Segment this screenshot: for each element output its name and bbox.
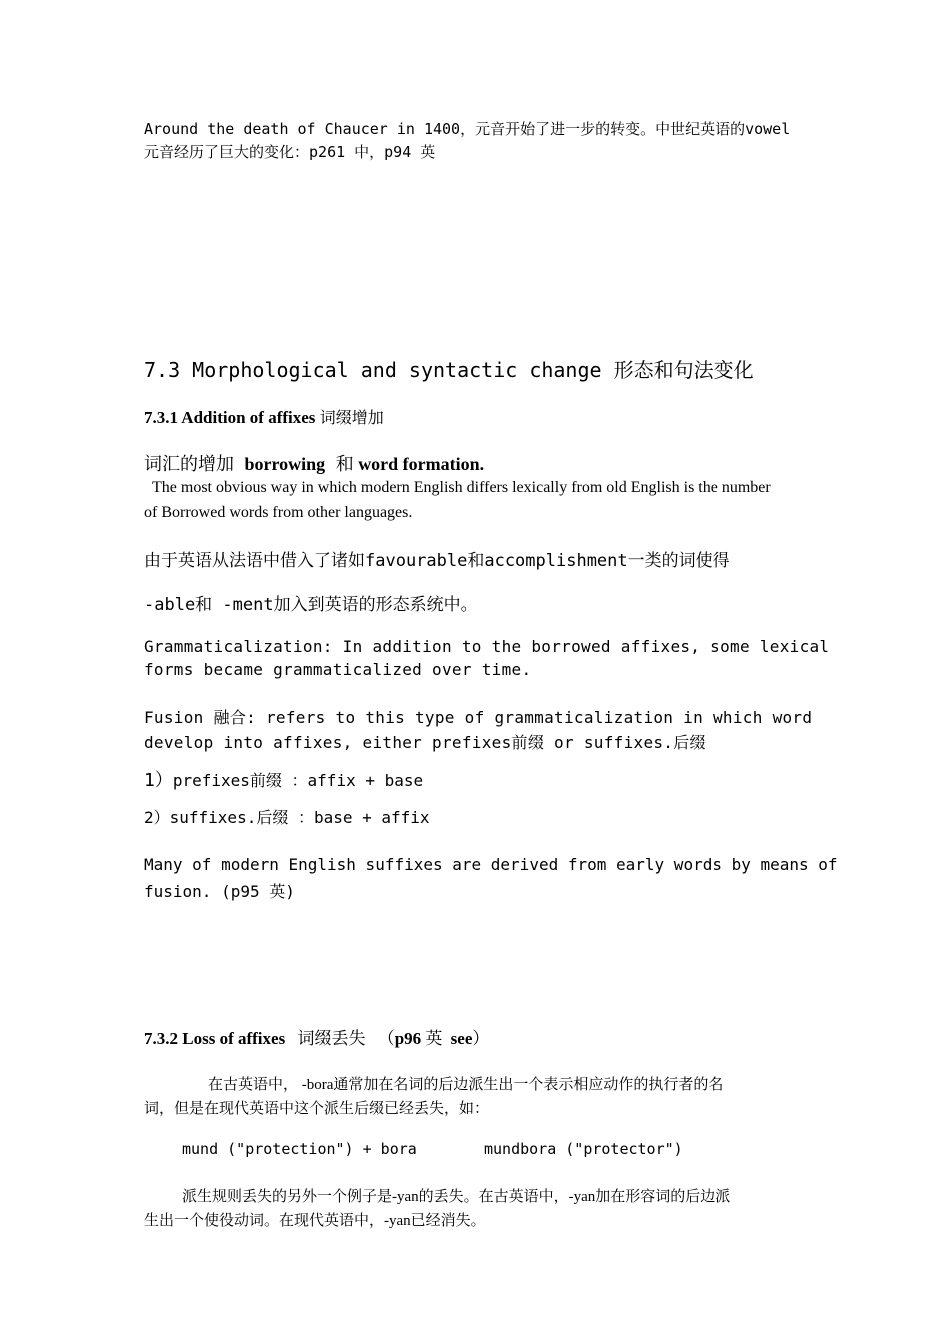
many-line-2: fusion. (p95 英) <box>144 882 295 901</box>
intro-line-2: 元音经历了巨大的变化：p261 中，p94 英 <box>144 143 436 161</box>
section-7-3-1-title: 7.3.1 Addition of affixes <box>144 408 316 427</box>
list-item-suffixes: 2）suffixes.后缀 ：base + affix <box>144 808 430 827</box>
many-line-1: Many of modern English suffixes are derived from early words by means of <box>144 855 838 874</box>
yan-line-2: 生出一个使役动词。在现代英语中，-yan已经消失。 <box>144 1213 486 1229</box>
french-line-2: -able和 -ment加入到英语的形态系统中。 <box>144 595 478 615</box>
vocab-borrowing: borrowing <box>244 454 326 474</box>
obvious-line-1: The most obvious way in which modern English differs lexically from old English is the number <box>152 479 771 496</box>
section-7-3-2-title: 7.3.2 Loss of affixes <box>144 1029 286 1048</box>
section-7-3-2-see: see <box>450 1029 473 1048</box>
bora-line-1: 在古英语中， -bora通常加在名词的后边派生出一个表示相应动作的执行者的名 <box>208 1077 724 1093</box>
section-7-3-heading: 7.3 Morphological and syntactic change 形态和句法变化 <box>144 358 754 382</box>
bora-example-right: mundbora ("protector") <box>484 1140 683 1158</box>
intro-line-1: Around the death of Chaucer in 1400，元音开始了进一步的转变。中世纪英语的vowel <box>144 120 791 138</box>
list-item-prefixes <box>144 766 423 792</box>
section-7-3-2-paren-close: ） <box>472 1029 490 1048</box>
vocab-word-formation: word formation. <box>358 454 485 474</box>
vocab-and: 和 <box>335 454 354 474</box>
section-7-3-1-title-cn: 词缀增加 <box>319 410 384 427</box>
vocab-prefix: 词汇的增加 <box>144 454 234 474</box>
section-7-3-2-paren-open: （ <box>377 1029 395 1048</box>
fusion-line-1: Fusion 融合: refers to this type of grammaticalization in which word <box>144 708 813 727</box>
fusion-line-2: develop into affixes, either prefixes前缀 or suffixes.后缀 <box>144 733 706 752</box>
bora-example-left: mund ("protection") + bora <box>182 1140 417 1158</box>
section-7-3-2-page: p96 <box>394 1029 422 1048</box>
yan-line-1: 派生规则丢失的另外一个例子是-yan的丢失。在古英语中，-yan加在形容词的后边派 <box>182 1189 731 1205</box>
list-item-1-number: 1） <box>144 770 173 791</box>
section-7-3-2-title-cn: 词缀丢失 <box>297 1029 366 1048</box>
vocab-line <box>144 450 484 476</box>
obvious-line-2: of Borrowed words from other languages. <box>144 504 413 521</box>
bora-line-2: 词，但是在现代英语中这个派生后缀已经丢失，如： <box>144 1101 490 1117</box>
grammaticalization-line-1: Grammaticalization: In addition to the borrowed affixes, some lexical <box>144 637 830 656</box>
french-line-1: 由于英语从法语中借入了诸如favourable和accomplishment一类的词使得 <box>144 551 730 571</box>
section-7-3-2-ying: 英 <box>425 1029 443 1048</box>
grammaticalization-line-2: forms became grammaticalized over time. <box>144 660 532 679</box>
section-7-3-2-heading <box>144 1024 489 1049</box>
section-7-3-1-heading <box>144 405 384 428</box>
list-item-1-text: prefixes前缀 ：affix + base <box>172 771 424 790</box>
